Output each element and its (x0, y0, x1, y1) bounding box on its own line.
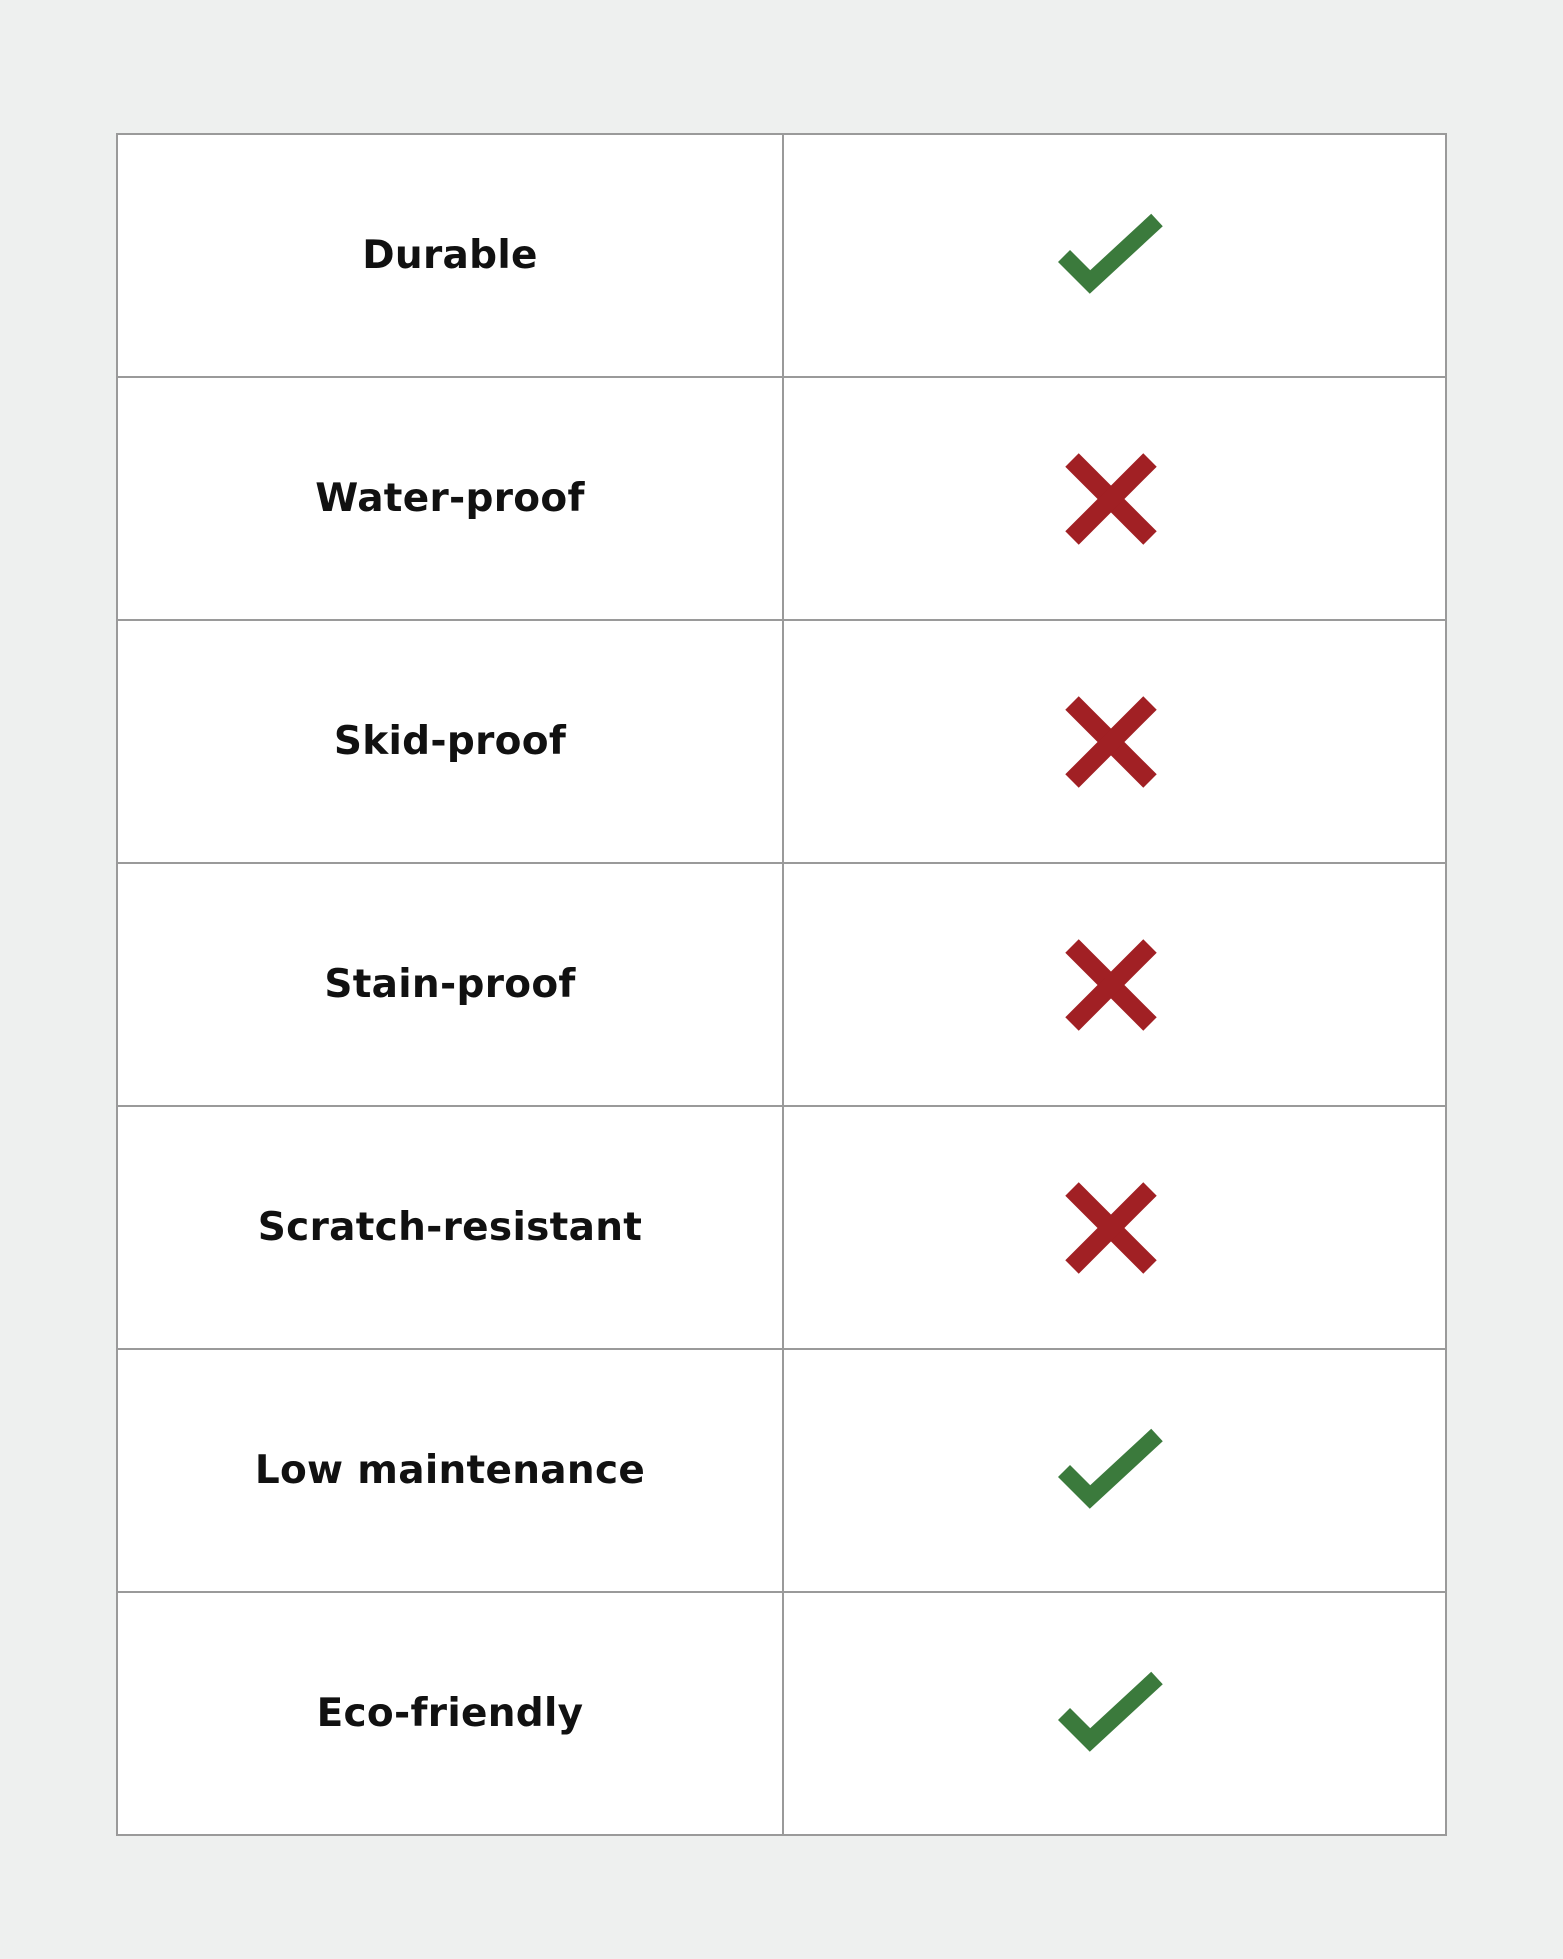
cross-icon (1072, 695, 1158, 789)
check-icon (1066, 1428, 1164, 1514)
feature-label: Low maintenance (254, 1448, 646, 1493)
feature-label-cell (117, 863, 783, 1106)
cross-icon (1072, 1181, 1158, 1275)
table-row (117, 1349, 1446, 1592)
feature-table-body (117, 134, 1446, 1835)
feature-label: Water-proof (315, 476, 585, 521)
table-row (117, 134, 1446, 377)
feature-mark-cell (783, 377, 1446, 620)
table-row (117, 377, 1446, 620)
cross-icon (1072, 938, 1158, 1032)
feature-mark-cell (783, 620, 1446, 863)
feature-mark-cell (783, 863, 1446, 1106)
feature-label-cell (117, 620, 783, 863)
table-row (117, 863, 1446, 1106)
table-row (117, 1106, 1446, 1349)
check-icon (1066, 213, 1164, 299)
cross-icon (1072, 452, 1158, 546)
table-row (117, 620, 1446, 863)
feature-label: Stain-proof (324, 962, 576, 1007)
feature-label: Scratch-resistant (257, 1205, 643, 1250)
feature-label-cell (117, 1592, 783, 1835)
table-row (117, 1592, 1446, 1835)
feature-comparison-table (116, 133, 1447, 1836)
feature-mark-cell (783, 1592, 1446, 1835)
feature-mark-cell (783, 1349, 1446, 1592)
check-icon (1066, 1671, 1164, 1757)
feature-mark-cell (783, 134, 1446, 377)
feature-label: Eco-friendly (316, 1691, 584, 1736)
feature-label-cell (117, 1106, 783, 1349)
feature-label-cell (117, 134, 783, 377)
feature-label: Skid-proof (333, 719, 567, 764)
feature-label-cell (117, 1349, 783, 1592)
feature-label: Durable (362, 233, 538, 278)
feature-label-cell (117, 377, 783, 620)
feature-mark-cell (783, 1106, 1446, 1349)
